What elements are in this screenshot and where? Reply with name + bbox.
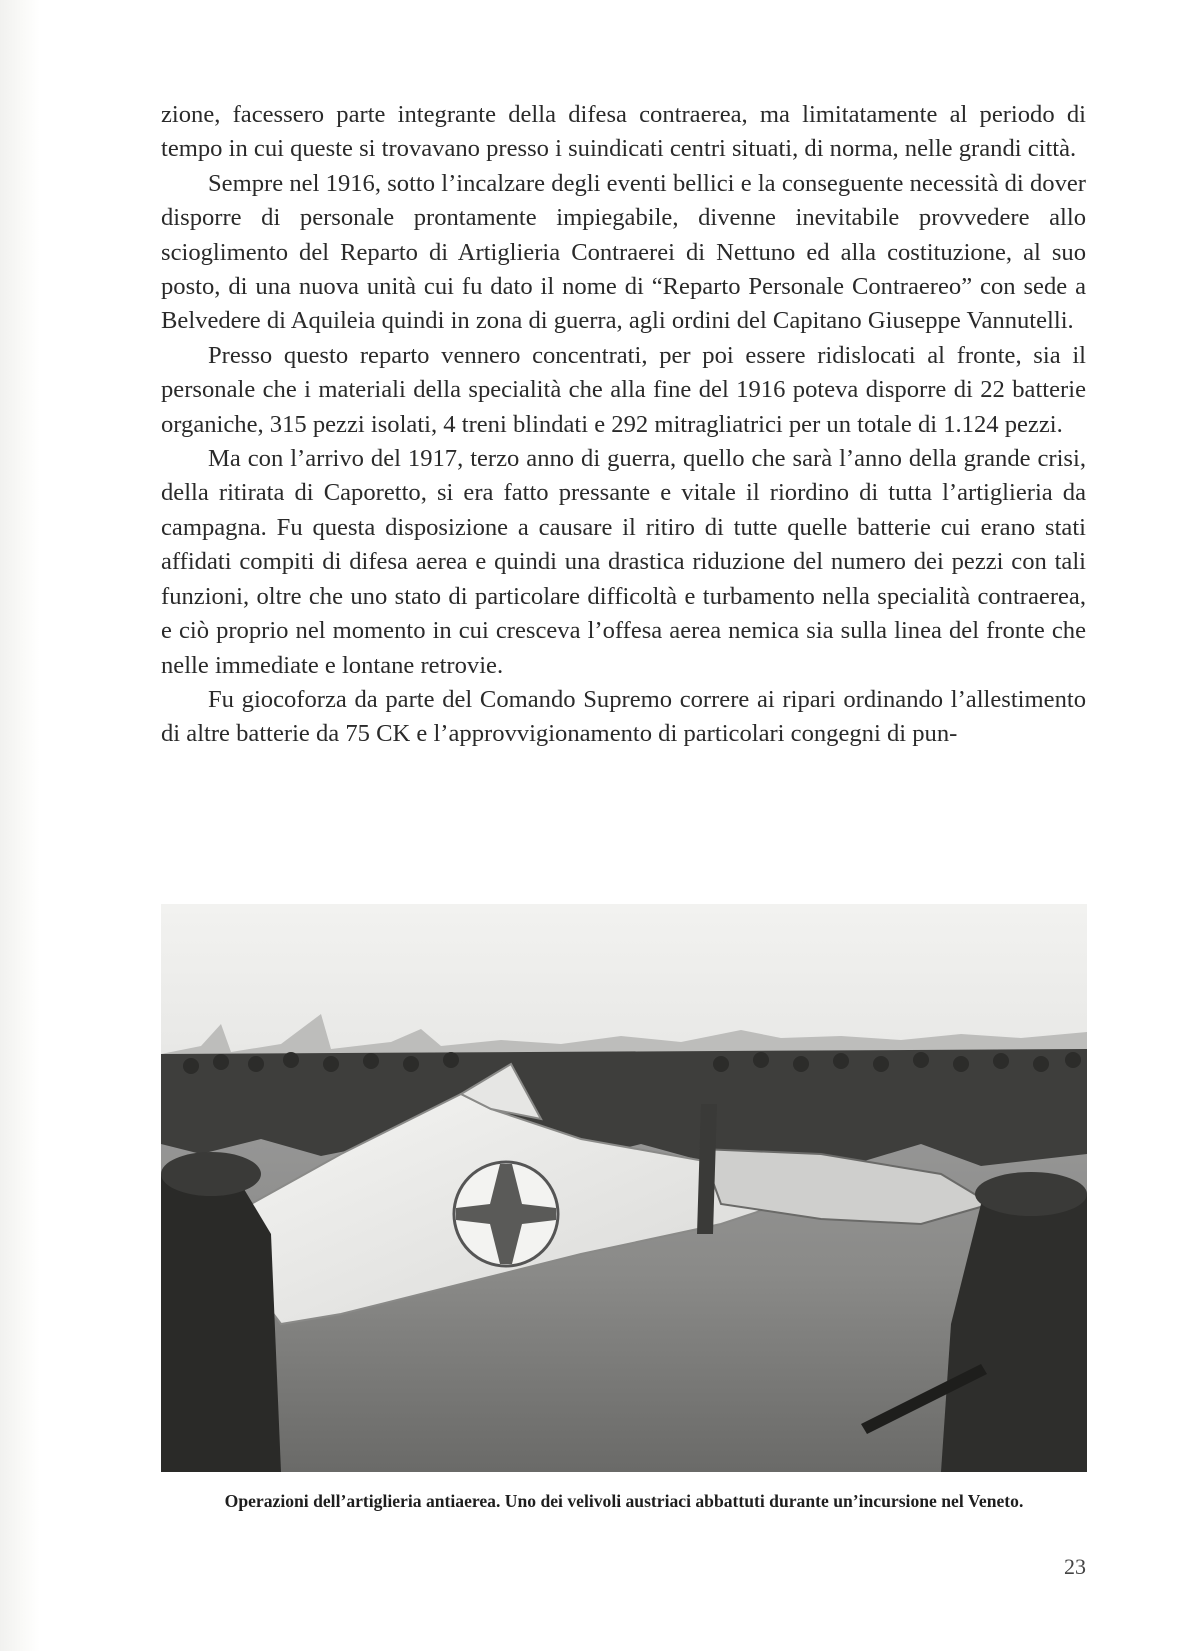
page-edge-shadow: [0, 0, 40, 1651]
paragraph-5: Fu giocoforza da parte del Comando Supremo correre ai ripari ordinando l’allestimento di altre batterie da 75 CK e l’approvvigionamento di particolari congegni di pun-: [161, 685, 1086, 748]
body-text: [161, 98, 1086, 752]
photo-illustration: [161, 904, 1087, 1472]
paragraph-4: Ma con l’arrivo del 1917, terzo anno di guerra, quello che sarà l’anno della grande crisi, della ritirata di Caporetto, si era fatto pressante e vitale il riordino di tutta l’artiglieria da campagna. Fu questa disposizione a causare il ritiro di tutte quelle batterie cui erano stati affidati compiti di difesa aerea e quindi una drastica riduzione del numero dei pezzi con tali funzioni, oltre che uno stato di particolare difficoltà e turbamento nella specialità contraerea, e ciò proprio nel momento in cui cresceva l’offesa aerea nemica sia sulla linea del fronte che nelle immediate e lontane retrovie.: [161, 445, 1086, 679]
paragraph-2: Sempre nel 1916, sotto l’incalzare degli eventi bellici e la conseguente necessità di dover disporre di personale prontamente impiegabile, divenne inevitabile provvedere allo scioglimento del Reparto di Artiglieria Contraerei di Nettuno ed alla costituzione, al suo posto, di una nuova unità cui fu dato il nome di “Reparto Personale Contraereo” con sede a Belvedere di Aquileia quindi in zona di guerra, agli ordini del Capitano Giuseppe Vannutelli.: [161, 169, 1086, 335]
paragraph-3: Presso questo reparto vennero concentrati, per poi essere ridislocati al fronte, sia il personale che i materiali della specialità che alla fine del 1916 poteva disporre di 22 batterie organiche, 315 pezzi isolati, 4 treni blindati e 292 mitragliatrici per un totale di 1.124 pezzi.: [161, 341, 1086, 438]
paragraph-1: zione, facessero parte integrante della difesa contraerea, ma limitatamente al periodo di tempo in cui queste si trovavano presso i suindicati centri situati, di norma, nelle grandi città.: [161, 101, 1086, 163]
page-number: 23: [1064, 1554, 1086, 1579]
photo-caption: Operazioni dell’artiglieria antiaerea. Uno dei velivoli austriaci abbattuti durante un’incursione nel Veneto.: [224, 1491, 1024, 1511]
photo-downed-aircraft: [161, 904, 1087, 1472]
